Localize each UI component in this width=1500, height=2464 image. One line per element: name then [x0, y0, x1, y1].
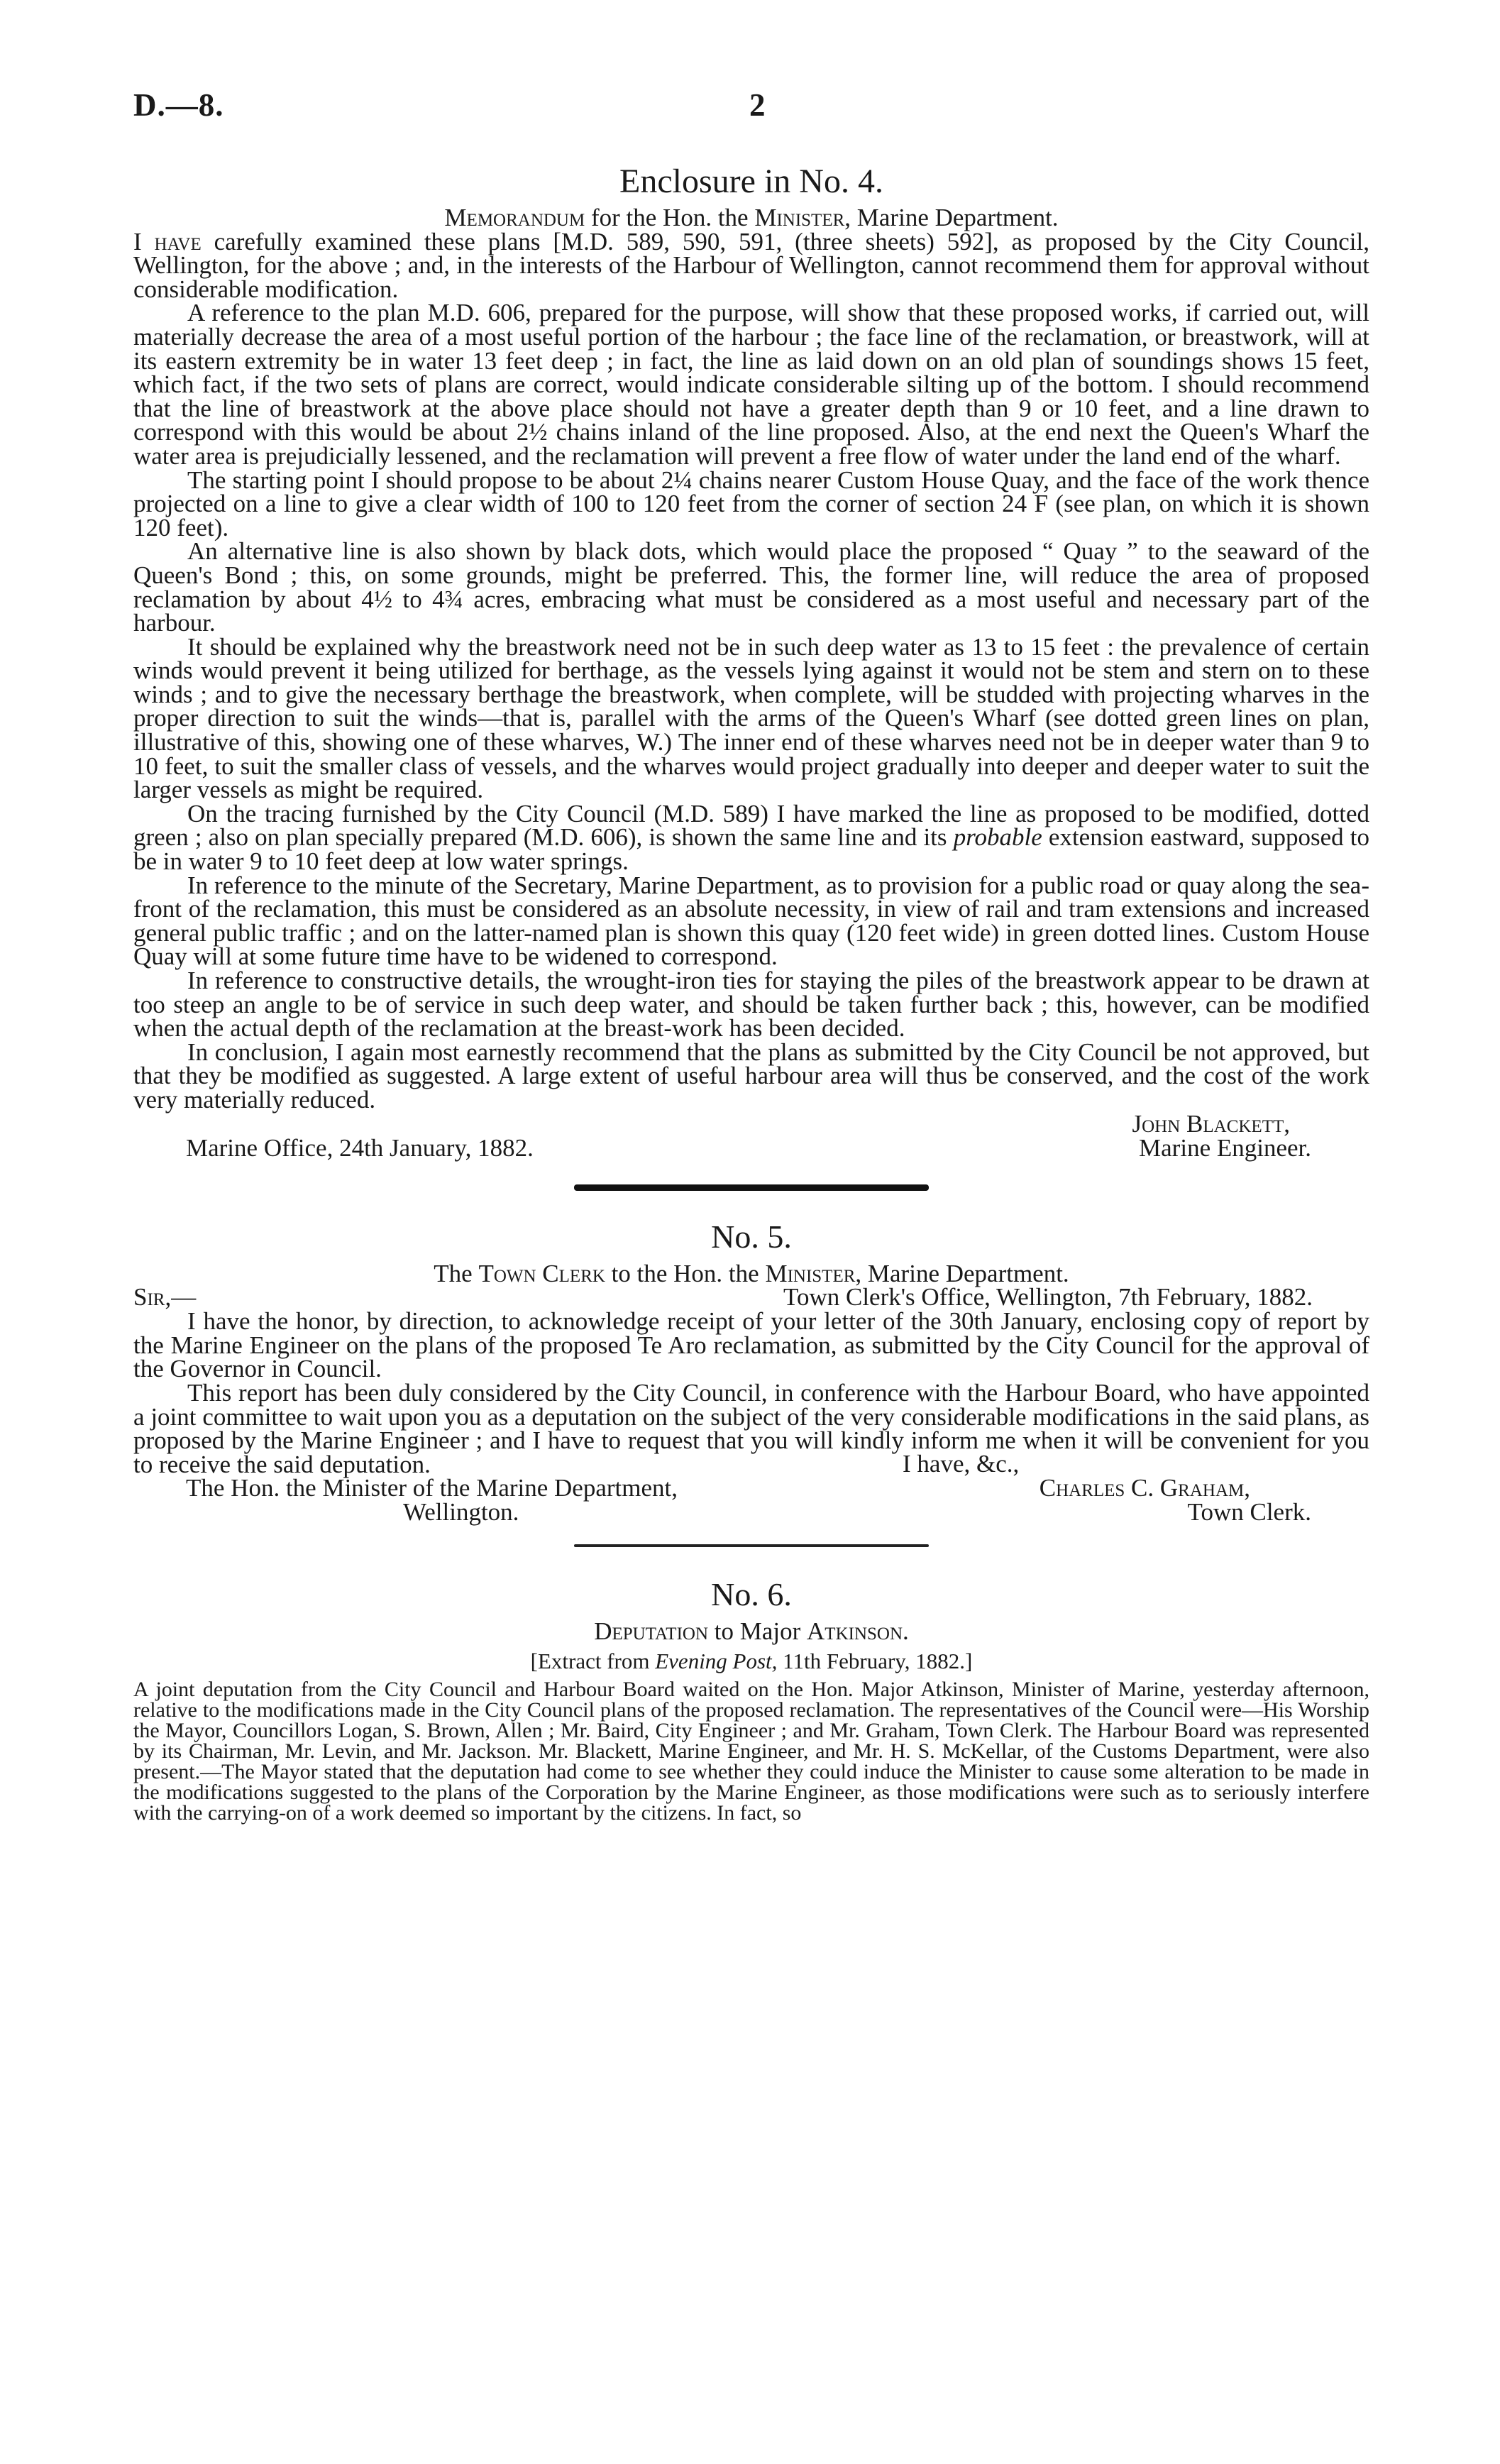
memo-heading — [133, 206, 1369, 230]
memo-signer-title: Marine Engineer. — [1139, 1133, 1311, 1162]
memo-suffix: Marine Department. — [856, 204, 1059, 231]
memo-middle: for the Hon. the — [590, 204, 749, 231]
no6-title: No. 6. — [711, 1576, 792, 1613]
no5-minister: Minister, — [765, 1259, 862, 1287]
memo-paragraph-9: In conclusion, I again most earnestly recommend that the plans as submitted by the City Council be not approved, but that they be modified as suggested. A large extent of useful harbour area will thus be conserved, and the cost of the work very materially reduced. — [133, 1038, 1369, 1113]
no5-title: No. 5. — [711, 1218, 792, 1255]
memo-paragraph-1 — [133, 227, 1370, 303]
enclosure-section — [133, 162, 1369, 1160]
memo-p6-italic: probable — [953, 823, 1042, 852]
memo-place-date: Marine Office, 24th January, 1882. — [186, 1133, 534, 1162]
no5-closing: I have, &c., — [903, 1450, 1020, 1478]
section-divider-thin — [574, 1544, 929, 1547]
memo-paragraph-4: An alternative line is also shown by black dots, which would place the proposed “ Quay ” to the seaward of the Queen's Bond ; this, on some grounds, might be preferred. This, the former line, will reduce the area of proposed reclamation by about 4½ to 4¾ acres, embracing what must be considered as a most useful and necessary part of the harbour. — [133, 537, 1369, 637]
memo-prefix: Memorandum — [444, 204, 585, 231]
no5-address-date: Town Clerk's Office, Wellington, 7th February, 1882. — [783, 1283, 1313, 1311]
memo-lead: I have — [133, 227, 202, 255]
no5-middle: to the Hon. the — [611, 1259, 759, 1287]
document-reference: D.—8. — [133, 87, 224, 123]
memo-paragraph-3: The starting point I should propose to be about 2¼ chains nearer Custom House Quay, and the face of the work thence projected on a line to give a clear width of 100 to 120 feet from the corner of section 24 F (see plan, on which it is shown 120 feet). — [133, 466, 1369, 541]
memo-paragraph-6 — [133, 799, 1370, 876]
document-page — [133, 85, 1369, 1823]
no6-body — [133, 1679, 1369, 1823]
memo-p6-a: On the tracing furnished by the City Council (M.D. 589) I have marked the line as proposed to be modified, dotted green ; also on plan specially prepared (M.D. 606), is shown the same line and its — [133, 799, 1369, 852]
page-header — [133, 85, 1369, 142]
no5-paragraph-1: I have the honor, by direction, to acknowledge receipt of your letter of the 30th January, enclosing copy of report by the Marine Engineer on the plans of the proposed Te Aro reclamation, as submitted by the City Council for the approval of the Governor in Council. — [133, 1307, 1369, 1383]
memo-paragraph-8: In reference to constructive details, the wrought-iron ties for staying the piles of the breastwork appear to be drawn at too steep an angle to be of service in such deep water, and should be taken further back ; this, however, can be modified when the actual depth of the reclamation at the breast-work has been decided. — [133, 967, 1369, 1043]
no5-closing-row — [133, 1452, 1369, 1476]
memo-signer-name: John Blackett, — [1132, 1109, 1290, 1138]
no5-recipient-city: Wellington. — [403, 1498, 519, 1527]
no6-extract-a: [Extract from — [530, 1648, 650, 1673]
section-divider — [574, 1184, 929, 1191]
no5-signature-row-2 — [133, 1498, 1369, 1527]
no5-section — [133, 1218, 1369, 1525]
no6-extract-italic: Evening Post, — [655, 1648, 778, 1673]
no6-heading-b: to Major — [714, 1617, 801, 1646]
enclosure-title: Enclosure in No. 4. — [619, 163, 883, 200]
memo-p1-text: carefully examined these plans [M.D. 589, 590, 591, (three sheets) 592], as proposed by the City Council, Wellington, for the above ; and, in the interests of the Harbour of Wellington, cannot recommend them for approval without considerable modification. — [133, 227, 1370, 303]
no5-signer-title: Town Clerk. — [1187, 1498, 1311, 1527]
no6-heading — [133, 1619, 1369, 1644]
memo-minister: Minister, — [754, 204, 851, 231]
memo-paragraph-2: A reference to the plan M.D. 606, prepared for the purpose, will show that these proposed works, if carried out, will materially decrease the area of a most useful portion of the harbour ; the face line of the reclamation, or breastwork, will at its eastern extremity be in water 13 feet deep ; in fact, the line as laid down on an old plan of soundings shows 15 feet, which fact, if the two sets of plans are correct, would indicate considerable silting up of the bottom. I should recommend that the line of breastwork at the above place should not have a greater depth than 9 or 10 feet, and a line drawn to correspond with this would be about 2½ chains inland of the line proposed. Also, at the end next the Queen's Wharf the water area is prejudicially lessened, and the reclamation will prevent a free flow of water under the land end of the wharf. — [133, 299, 1369, 470]
no5-paragraph-2: This report has been duly considered by the City Council, in conference with the Harbour Board, who have appointed a joint committee to wait upon you as a deputation on the subject of the very considerable modifications in the said plans, as proposed by the Marine Engineer ; and I have to request that you will kindly inform me when it will be convenient for you to receive the said deputation. — [133, 1378, 1369, 1478]
memo-signature-row-1 — [133, 1109, 1369, 1138]
no5-salutation: Sir,— — [133, 1283, 197, 1311]
memo-signature-row-2 — [133, 1133, 1369, 1162]
no5-the: The — [434, 1259, 473, 1287]
no6-extract-b: 11th February, 1882.] — [783, 1648, 973, 1673]
no6-paragraph-1: A joint deputation from the City Council and Harbour Board waited on the Hon. Major Atkinson, Minister of Marine, yesterday afternoon, relative to the modifications made in the City Council plans of the proposed reclamation. The representatives of the Council were—His Worship the Mayor, Councillors Logan, S. Brown, Allen ; Mr. Baird, City Engineer ; and Mr. Graham, Town Clerk. The Harbour Board was represented by its Chairman, Mr. Levin, and Mr. Jackson. Mr. Blackett, Marine Engineer, and Mr. H. S. McKellar, of the Customs Department, were also present.—The Mayor stated that the deputation had come to see whether they could induce the Minister to cause some alteration to be made in the modifications suggested to the plans of the Corporation by the Marine Engineer, as those modifications were such as to seriously interfere with the carrying-on of a work deemed so important by the citizens. In fact, so — [133, 1677, 1369, 1825]
no5-salute-row — [133, 1285, 1369, 1309]
no6-heading-a: Deputation — [594, 1617, 708, 1646]
memo-paragraph-7: In reference to the minute of the Secretary, Marine Department, as to provision for a public road or quay along the sea-front of the reclamation, this must be considered as an absolute necessity, in view of rail and tram extensions and increased general public traffic ; and on the latter-named plan is shown this quay (120 feet wide) in green dotted lines. Custom House Quay will at some future time have to be widened to correspond. — [133, 871, 1369, 971]
no5-recipient: The Hon. the Minister of the Marine Department, — [186, 1474, 678, 1502]
no5-from: Town Clerk — [478, 1259, 605, 1287]
no6-extract-line — [133, 1649, 1369, 1673]
memo-body — [133, 227, 1370, 1113]
no5-signer: Charles C. Graham, — [1039, 1474, 1250, 1502]
no6-section — [133, 1575, 1369, 1825]
no5-signature-row-1 — [133, 1476, 1369, 1500]
memo-paragraph-5: It should be explained why the breastwork need not be in such deep water as 13 to 15 feet : the prevalence of certain winds would prevent it being utilized for berthage, as the vessels lying against it would not be stem and stern on to these winds ; and to give the necessary berthage the breastwork, when complete, will be studded with projecting wharves in the proper direction to suit the winds—that is, parallel with the arms of the Queen's Wharf (see dotted green lines on plan, illustrative of this, showing one of these wharves, W.) The inner end of these wharves need not be in deeper water than 9 to 10 feet, to suit the smaller class of vessels, and the wharves would project gradually into deeper and deeper water to suit the larger vessels as might be required. — [133, 632, 1369, 804]
no5-heading — [133, 1259, 1369, 1287]
no5-body — [133, 1309, 1369, 1476]
memo-p6-b: extension eastward, supposed to be in water 9 to 10 feet deep at low water springs. — [133, 823, 1370, 876]
page-number: 2 — [749, 87, 766, 123]
no5-suffix: Marine Department. — [867, 1259, 1069, 1287]
no6-heading-c: Atkinson. — [807, 1617, 909, 1646]
